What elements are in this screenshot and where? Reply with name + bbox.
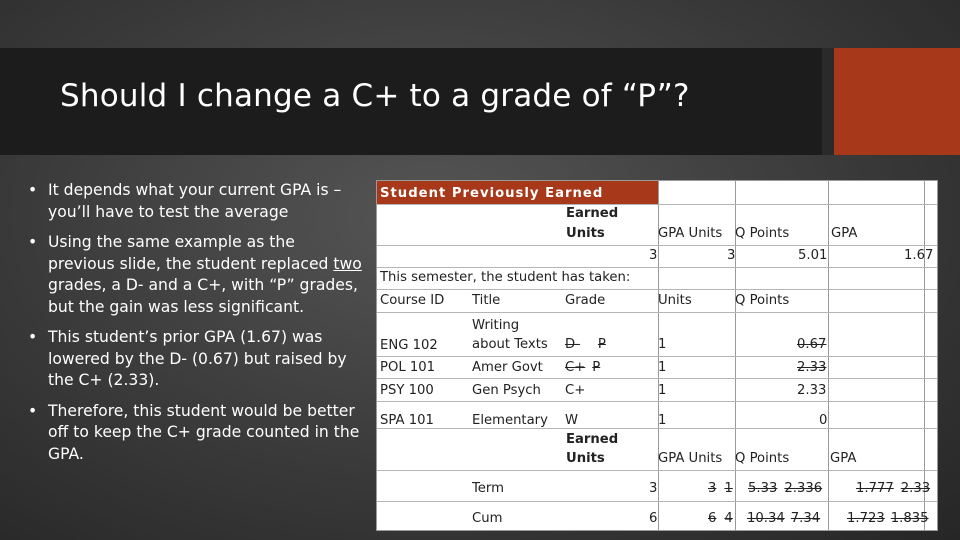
bullet-text-underlined: two xyxy=(333,254,362,273)
bullet-icon: • xyxy=(28,233,38,251)
bullet-item xyxy=(28,401,363,466)
new-value: 1.835 xyxy=(890,511,929,526)
course-id: PSY 100 xyxy=(380,383,434,398)
term-gpa xyxy=(856,481,936,496)
course-grade: W xyxy=(565,413,579,428)
old-value: 1.777 xyxy=(856,481,894,496)
gpa-units-header: GPA Units xyxy=(658,451,723,466)
earned-label: Earned xyxy=(566,432,619,447)
grid-line xyxy=(377,356,937,357)
course-title: Gen Psych xyxy=(472,383,541,398)
grid-line xyxy=(377,470,937,471)
grid-line xyxy=(377,267,937,268)
prev-gpa: 1.67 xyxy=(904,248,934,263)
grid-line xyxy=(377,428,937,429)
cum-q-points xyxy=(747,511,831,526)
prev-gpa-units: 3 xyxy=(727,248,736,263)
course-title: Amer Govt xyxy=(472,360,543,375)
q-points-header: Q Points xyxy=(735,451,790,466)
prev-earned-units: 3 xyxy=(649,248,658,263)
grid-line xyxy=(377,312,937,313)
cum-earned-units: 6 xyxy=(649,511,658,526)
bullet-text-post: grades, a D- and a C+, with “P” grades, but the gain was less significant. xyxy=(48,276,358,316)
bullet-list xyxy=(28,180,363,474)
term-gpa-units xyxy=(708,481,736,496)
course-q-points: 2.33 xyxy=(797,383,827,398)
new-value: 2.336 xyxy=(784,481,823,496)
course-title: Elementary xyxy=(472,413,548,428)
previous-header: Student Previously Earned xyxy=(380,186,604,201)
title-shade xyxy=(822,48,834,155)
q-points-header: Q Points xyxy=(735,226,790,241)
old-value: 5.33 xyxy=(748,481,778,496)
grade-old: D- xyxy=(565,337,580,352)
bullet-icon: • xyxy=(28,401,38,420)
course-q-points: 2.33 xyxy=(797,360,827,375)
bullet-text: Therefore, this student would be better off to keep the C+ grade counted in the GPA. xyxy=(48,401,360,463)
slide-title: Should I change a C+ to a grade of “P”? xyxy=(60,78,690,114)
prev-q-points: 5.01 xyxy=(798,248,828,263)
new-value: 7.34 xyxy=(790,511,821,526)
col-course-id: Course ID xyxy=(380,293,445,308)
gpa-units-header: GPA Units xyxy=(658,226,723,241)
cum-gpa xyxy=(847,511,935,526)
cum-gpa-units xyxy=(708,511,736,526)
bullet-text: This student’s prior GPA (1.67) was lowered by the D- (0.67) but raised by the C+ (2.33). xyxy=(48,328,347,389)
gpa-header: GPA xyxy=(831,226,858,241)
course-id: SPA 101 xyxy=(380,413,434,428)
gpa-table xyxy=(376,180,938,531)
units-label: Units xyxy=(566,226,605,241)
new-value: 4 xyxy=(724,511,733,526)
gpa-header: GPA xyxy=(830,451,857,466)
col-grade: Grade xyxy=(565,293,606,308)
grid-line xyxy=(377,378,937,379)
grid-line xyxy=(377,289,937,290)
grid-line xyxy=(377,501,937,502)
grid-line xyxy=(377,204,937,205)
accent-block xyxy=(834,48,960,155)
course-grade xyxy=(565,360,607,375)
course-q-points: 0.67 xyxy=(797,337,827,352)
term-earned-units: 3 xyxy=(649,481,658,496)
cum-label: Cum xyxy=(472,511,503,526)
course-q-points: 0 xyxy=(819,413,828,428)
course-grade xyxy=(565,337,621,352)
units-label: Units xyxy=(566,451,605,466)
grid-line xyxy=(377,401,937,402)
semester-label: This semester, the student has taken: xyxy=(380,270,631,285)
bullet-icon: • xyxy=(28,181,38,199)
bullet-text-pre: Using the same example as the previous slide, the student replaced xyxy=(48,233,334,273)
grid-line xyxy=(377,245,937,246)
term-q-points xyxy=(748,481,830,496)
course-grade: C+ xyxy=(565,383,586,398)
course-units: 1 xyxy=(658,383,667,398)
bullet-item xyxy=(28,327,363,392)
earned-label: Earned xyxy=(566,206,619,221)
old-value: 10.34 xyxy=(747,511,785,526)
new-value: 1 xyxy=(724,481,733,496)
col-title: Title xyxy=(472,293,501,308)
old-value: 1.723 xyxy=(847,511,885,526)
col-q-points: Q Points xyxy=(735,293,790,308)
bullet-item xyxy=(28,232,363,318)
bullet-icon: • xyxy=(28,328,38,346)
bullet-text: It depends what your current GPA is – you’ll have to test the average xyxy=(48,181,342,221)
grade-new: P xyxy=(597,337,606,352)
new-value: 2.33 xyxy=(900,481,931,496)
old-value: 3 xyxy=(708,481,717,496)
course-id: ENG 102 xyxy=(380,338,438,353)
course-title: about Texts xyxy=(472,337,548,352)
course-units: 1 xyxy=(658,413,667,428)
grade-old: C+ xyxy=(565,360,586,375)
course-units: 1 xyxy=(658,360,667,375)
bullet-item xyxy=(28,180,363,223)
course-title: Writing xyxy=(472,318,520,333)
grade-new: P xyxy=(592,360,601,375)
term-label: Term xyxy=(472,481,504,496)
old-value: 6 xyxy=(708,511,717,526)
course-id: POL 101 xyxy=(380,360,436,375)
col-units: Units xyxy=(658,293,692,308)
course-units: 1 xyxy=(658,337,667,352)
